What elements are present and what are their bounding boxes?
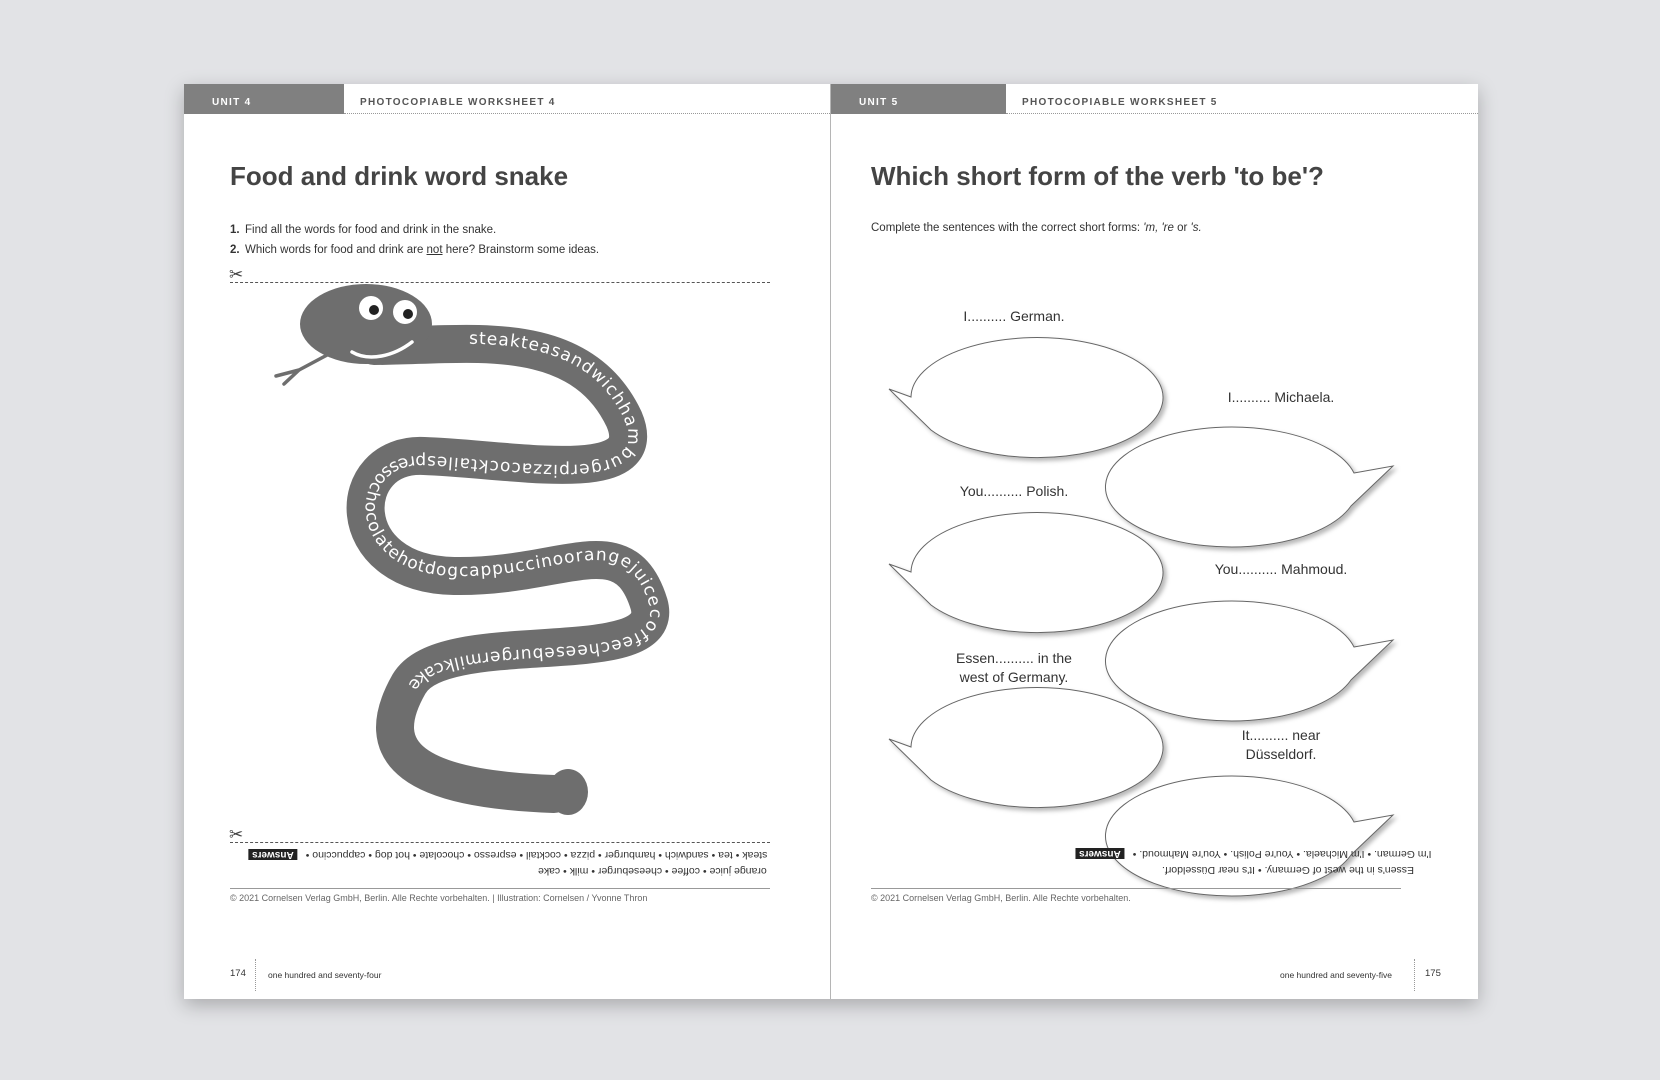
answers-text: orange juice • coffee • cheeseburger • milk • cake bbox=[538, 865, 767, 877]
page-number-divider bbox=[1414, 959, 1415, 991]
speech-bubble-2 bbox=[1105, 427, 1393, 547]
bubble-text-3 bbox=[914, 482, 1114, 501]
answers-text: I'm German. • I'm Michaela. • You're Polish. • You're Mahmoud. • bbox=[1132, 848, 1431, 860]
snake-tongue bbox=[276, 354, 329, 384]
right-page bbox=[831, 84, 1478, 999]
answers-label: Answers bbox=[248, 849, 298, 860]
answers-line-1 bbox=[1075, 848, 1431, 860]
bubble-line: It.......... near bbox=[1241, 727, 1321, 743]
speech-bubble-6 bbox=[1105, 776, 1393, 896]
answers-line-2 bbox=[1162, 864, 1414, 876]
speech-bubble-5 bbox=[889, 688, 1163, 808]
worksheet-label: PHOTOCOPIABLE WORKSHEET 5 bbox=[1006, 84, 1478, 114]
bubble-line: Essen.......... in the bbox=[956, 650, 1072, 666]
bubble-line: west of Germany. bbox=[959, 669, 1069, 685]
bubble-line: I.......... Michaela. bbox=[1227, 389, 1335, 405]
page-number: 174 bbox=[230, 968, 246, 979]
cut-line-top bbox=[230, 282, 770, 283]
bubble-line: I.......... German. bbox=[963, 308, 1065, 324]
cut-line-bottom bbox=[230, 842, 770, 843]
unit-label: UNIT 5 bbox=[831, 84, 1006, 114]
speech-bubbles bbox=[831, 84, 1478, 999]
short-forms: 's. bbox=[1190, 222, 1202, 234]
book-spread bbox=[184, 84, 1478, 999]
bubble-text-2 bbox=[1181, 388, 1381, 407]
scissors-icon: ✂ bbox=[229, 825, 244, 844]
instruction-text: here? Brainstorm some ideas. bbox=[442, 244, 600, 256]
instruction-number: 2. bbox=[230, 244, 240, 256]
bubble-text-6 bbox=[1181, 726, 1381, 764]
worksheet-label: PHOTOCOPIABLE WORKSHEET 4 bbox=[344, 84, 830, 114]
page-number: 175 bbox=[1425, 968, 1441, 979]
answers-label: Answers bbox=[1075, 848, 1125, 859]
speech-bubble-1 bbox=[889, 338, 1163, 458]
instruction-text: Find all the words for food and drink in the snake. bbox=[245, 224, 497, 236]
page-number-words: one hundred and seventy-five bbox=[1280, 970, 1392, 980]
unit-label: UNIT 4 bbox=[184, 84, 344, 114]
bubble-text-1 bbox=[914, 307, 1114, 326]
speech-bubble-4 bbox=[1105, 601, 1393, 721]
bubble-line: You.......... Mahmoud. bbox=[1214, 561, 1348, 577]
copyright: © 2021 Cornelsen Verlag GmbH, Berlin. Alle Rechte vorbehalten. bbox=[871, 893, 1131, 903]
snake-words: steakteasandwichhamburgerpizzacocktailespressochocolatehotdogcappuccinoorangejuicecoffeecheeseburgermilkcake bbox=[360, 328, 666, 695]
speech-bubble-3 bbox=[889, 513, 1163, 633]
answers-line-1 bbox=[248, 849, 767, 861]
short-forms: 'm, 're bbox=[1143, 222, 1174, 234]
bubble-text-5 bbox=[914, 649, 1114, 687]
copyright: © 2021 Cornelsen Verlag GmbH, Berlin. Alle Rechte vorbehalten. | Illustration: Cornelsen / Yvonne Thron bbox=[230, 893, 648, 903]
answers-text: steak • tea • sandwich • hamburger • pizza • cocktail • espresso • chocolate • hot dog • cappuccino • bbox=[305, 849, 767, 861]
bubble-line: You.......... Polish. bbox=[959, 483, 1069, 499]
snake-tail bbox=[548, 769, 588, 815]
bubble-text-4 bbox=[1181, 560, 1381, 579]
footer-rule bbox=[230, 888, 770, 889]
bubble-line: Düsseldorf. bbox=[1245, 746, 1317, 762]
answers-line-2 bbox=[538, 865, 767, 877]
footer-rule bbox=[871, 888, 1401, 889]
instruction-text: or bbox=[1173, 222, 1191, 234]
page-number-divider bbox=[255, 959, 256, 991]
answers-text: Essen's in the west of Germany. • It's near Düsseldorf. bbox=[1161, 864, 1414, 876]
instruction-text: Complete the sentences with the correct short forms: bbox=[871, 222, 1144, 234]
page-number-words: one hundred and seventy-four bbox=[268, 970, 382, 980]
instruction-1 bbox=[230, 220, 496, 240]
left-page bbox=[184, 84, 830, 999]
instruction-text: Which words for food and drink are bbox=[245, 244, 427, 256]
instruction-2 bbox=[230, 240, 599, 260]
scissors-icon: ✂ bbox=[229, 265, 244, 284]
page-title: Which short form of the verb 'to be'? bbox=[871, 161, 1324, 191]
page-title: Food and drink word snake bbox=[230, 161, 569, 191]
snake-head bbox=[300, 284, 432, 364]
underlined-word: not bbox=[426, 244, 443, 256]
instruction-number: 1. bbox=[230, 224, 240, 236]
